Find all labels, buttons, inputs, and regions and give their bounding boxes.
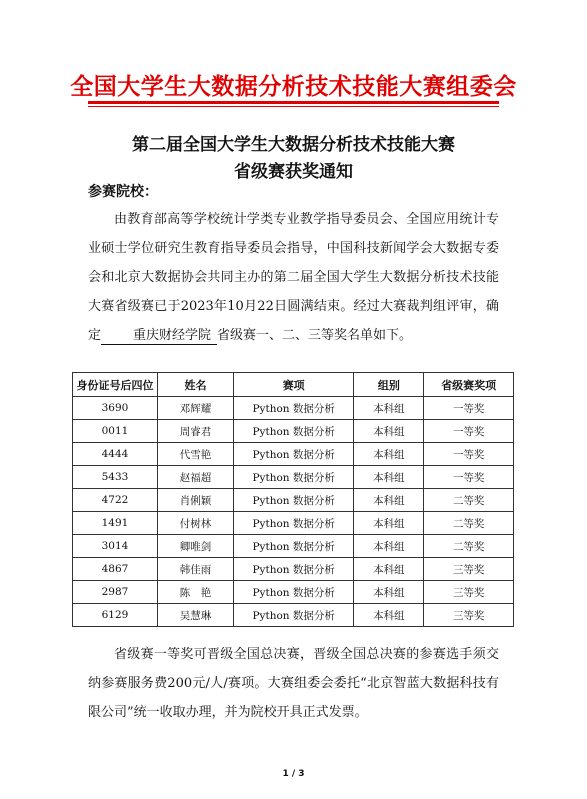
cell-group: 本科组 (354, 535, 424, 558)
header-rule-thin (88, 106, 499, 107)
table-row (73, 558, 514, 581)
cell-group: 本科组 (354, 604, 424, 627)
cell-id: 4867 (73, 558, 158, 581)
cell-id: 6129 (73, 604, 158, 627)
cell-award: 一等奖 (424, 466, 514, 489)
cell-id: 3690 (73, 397, 158, 420)
document-title-line1: 第二届全国大学生大数据分析技术技能大赛 (132, 135, 455, 155)
cell-award: 三等奖 (424, 558, 514, 581)
intro-text-end: 省级赛一、二、三等奖名单如下。 (217, 328, 413, 343)
intro-paragraph (88, 205, 499, 350)
cell-id: 1491 (73, 512, 158, 535)
cell-id: 4722 (73, 489, 158, 512)
cell-award: 一等奖 (424, 397, 514, 420)
cell-name: 陈 艳 (157, 581, 233, 604)
header-rule-thick (88, 101, 499, 104)
table-row (73, 604, 514, 627)
cell-event: Python 数据分析 (233, 581, 353, 604)
cell-award: 二等奖 (424, 512, 514, 535)
cell-group: 本科组 (354, 443, 424, 466)
cell-event: Python 数据分析 (233, 535, 353, 558)
cell-id: 0011 (73, 420, 158, 443)
cell-award: 一等奖 (424, 443, 514, 466)
closing-paragraph: 省级赛一等奖可晋级全国总决赛，晋级全国总决赛的参赛选手须交纳参赛服务费200元/人/赛项。大赛组委会委托“北京智蓝大数据科技有限公司”统一收取办理，并为院校开具正式发票。 (88, 647, 499, 720)
cell-group: 本科组 (354, 581, 424, 604)
cell-event: Python 数据分析 (233, 466, 353, 489)
cell-event: Python 数据分析 (233, 397, 353, 420)
intro-text: 由教育部高等学校统计学类专业教学指导委员会、全国应用统计专业硕士学位研究生教育指导委员会指导，中国科技新闻学会大数据专委会和北京大数据协会共同主办的第二届全国大学生大数据分析技术技能大赛省级赛已于2023年10月22日圆满结束。经过大赛裁判组评审，确定 (88, 212, 499, 343)
document-title-line2: 省级赛获奖通知 (234, 162, 353, 182)
cell-name: 付树林 (157, 512, 233, 535)
cell-group: 本科组 (354, 512, 424, 535)
cell-award: 三等奖 (424, 581, 514, 604)
table-header-row (73, 373, 514, 397)
cell-id: 4444 (73, 443, 158, 466)
cell-event: Python 数据分析 (233, 558, 353, 581)
table-row (73, 512, 514, 535)
cell-event: Python 数据分析 (233, 512, 353, 535)
school-name: 重庆财经学院 (101, 327, 217, 345)
cell-award: 三等奖 (424, 604, 514, 627)
page-indicator: 1 / 3 (282, 769, 305, 779)
cell-name: 邓辉耀 (157, 397, 233, 420)
cell-group: 本科组 (354, 420, 424, 443)
cell-event: Python 数据分析 (233, 489, 353, 512)
cell-award: 二等奖 (424, 535, 514, 558)
table-row (73, 443, 514, 466)
cell-id: 2987 (73, 581, 158, 604)
cell-name: 吴慧琳 (157, 604, 233, 627)
awards-table (72, 372, 514, 627)
cell-name: 赵福超 (157, 466, 233, 489)
cell-event: Python 数据分析 (233, 443, 353, 466)
column-header-group: 组别 (354, 373, 424, 397)
organization-header: 全国大学生大数据分析技术技能大赛组委会 (70, 74, 517, 100)
cell-name: 韩佳雨 (157, 558, 233, 581)
table-row (73, 489, 514, 512)
cell-award: 二等奖 (424, 489, 514, 512)
table-row (73, 581, 514, 604)
cell-event: Python 数据分析 (233, 420, 353, 443)
table-row (73, 420, 514, 443)
cell-award: 一等奖 (424, 420, 514, 443)
cell-group: 本科组 (354, 466, 424, 489)
salutation: 参赛院校： (88, 184, 158, 200)
cell-id: 5433 (73, 466, 158, 489)
cell-name: 周睿君 (157, 420, 233, 443)
column-header-event: 赛项 (233, 373, 353, 397)
cell-group: 本科组 (354, 558, 424, 581)
cell-id: 3014 (73, 535, 158, 558)
cell-name: 卿唯剑 (157, 535, 233, 558)
cell-group: 本科组 (354, 489, 424, 512)
column-header-name: 姓名 (157, 373, 233, 397)
column-header-award: 省级赛奖项 (424, 373, 514, 397)
cell-name: 肖俐颖 (157, 489, 233, 512)
cell-event: Python 数据分析 (233, 604, 353, 627)
table-row (73, 535, 514, 558)
cell-group: 本科组 (354, 397, 424, 420)
awards-table-body (73, 397, 514, 627)
cell-name: 代雪艳 (157, 443, 233, 466)
table-row (73, 466, 514, 489)
table-row (73, 397, 514, 420)
column-header-id: 身份证号后四位 (73, 373, 158, 397)
